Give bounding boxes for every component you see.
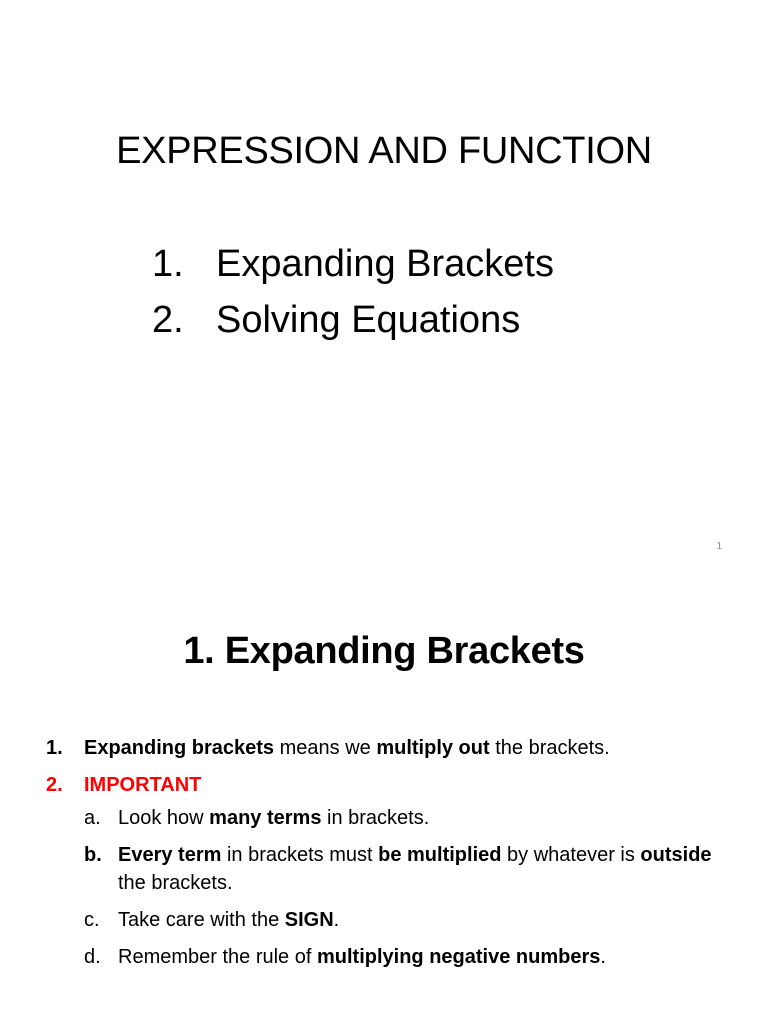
page-number: 1 (716, 541, 722, 552)
text-run: . (600, 946, 606, 968)
point-number: 2. (46, 774, 63, 796)
sub-point-group (46, 804, 736, 971)
text-run: Take care with the (118, 909, 285, 931)
text-run: by whatever is (501, 844, 641, 866)
text-run: . (333, 909, 340, 931)
point-number: 1. (46, 737, 63, 759)
sub-point-letter: a. (84, 807, 101, 829)
sub-point-list (84, 804, 736, 971)
bold-phrase: Every term (118, 844, 222, 866)
section-title: 1. Expanding Brackets (183, 630, 585, 672)
point-text (84, 734, 736, 762)
bold-phrase: multiplying negative numbers (316, 946, 601, 968)
text-run: means we (274, 737, 377, 759)
topic-label: Expanding Brackets (216, 243, 554, 285)
text-run: Remember the rule of (118, 946, 317, 968)
topic-label: Solving Equations (216, 299, 521, 341)
sub-point-letter: b. (84, 844, 102, 866)
important-label: IMPORTANT (84, 774, 202, 796)
bold-phrase: SIGN (284, 909, 334, 931)
point-important (46, 771, 736, 799)
point-list (46, 734, 736, 980)
deck-title: EXPRESSION AND FUNCTION (116, 130, 652, 172)
point-expanding-brackets (46, 734, 736, 762)
topic-item (152, 292, 554, 348)
sub-point-text (118, 906, 736, 934)
sub-point-b (84, 841, 736, 897)
sub-point-letter: c. (84, 909, 100, 931)
sub-point-a (84, 804, 736, 832)
bold-phrase: many terms (209, 807, 322, 829)
text-run: in brackets must (221, 844, 379, 866)
sub-point-text (118, 943, 736, 971)
sub-point-c (84, 906, 736, 934)
bold-phrase: Expanding brackets (84, 737, 275, 759)
sub-point-letter: d. (84, 946, 101, 968)
topic-list (152, 236, 554, 348)
bold-phrase: outside (640, 844, 712, 866)
topic-number: 1. (152, 243, 184, 285)
sub-point-text (118, 804, 736, 832)
bold-phrase: be multiplied (378, 844, 502, 866)
text-run: the brackets. (489, 737, 610, 759)
text-run: in brackets. (321, 807, 430, 829)
slide-2 (0, 576, 768, 1024)
topic-number: 2. (152, 299, 184, 341)
sub-point-d (84, 943, 736, 971)
text-run: the brackets. (118, 872, 233, 894)
sub-point-text (118, 841, 736, 897)
topic-item (152, 236, 554, 292)
bold-phrase: multiply out (376, 737, 490, 759)
text-run: Look how (118, 807, 210, 829)
